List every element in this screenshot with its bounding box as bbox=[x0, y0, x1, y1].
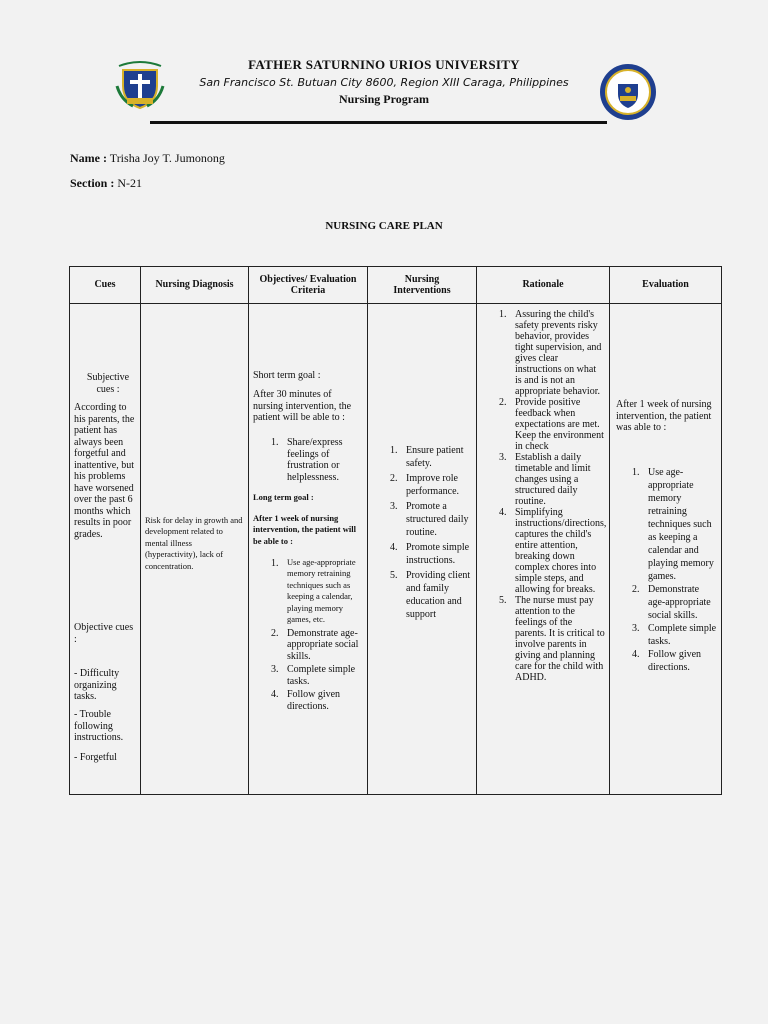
care-plan-table bbox=[69, 266, 722, 795]
objective-item: - Trouble following instructions. bbox=[74, 709, 124, 743]
document-title: NURSING CARE PLAN bbox=[325, 220, 443, 232]
list-item: 4. Promote simple instructions. bbox=[390, 542, 470, 566]
list-item: 5. The nurse must pay attention to the feelings of the parents. It is critical to involve parents in giving and planning care for the child with ADHD. bbox=[499, 595, 605, 683]
list-item: 3. Complete simple tasks. bbox=[632, 623, 717, 647]
university-address: San Francisco St. Butuan City 8600, Region XIII Caraga, Philippines bbox=[199, 76, 569, 89]
list-item: 4. Simplifying instructions/directions, captures the child's entire attention, breaking down complex chores into simple steps, and allowing for breaks. bbox=[499, 507, 607, 595]
section-value: N-21 bbox=[117, 176, 142, 190]
list-item: 2. Demonstrate age-appropriate social skills. bbox=[632, 584, 711, 621]
table-body-row bbox=[70, 304, 722, 795]
list-item: 4. Follow given directions. bbox=[632, 649, 702, 673]
header-diagnosis: Nursing Diagnosis bbox=[141, 267, 249, 304]
short-term-label: Short term goal : bbox=[253, 370, 321, 381]
long-term-list bbox=[271, 557, 363, 712]
interventions-list bbox=[390, 444, 472, 621]
header-objectives: Objectives/ Evaluation Criteria bbox=[249, 267, 368, 304]
list-item: 1. Use age-appropriate memory retraining techniques such as keeping a calendar and playing memory games. bbox=[632, 467, 714, 582]
long-term-label: Long term goal : bbox=[253, 492, 314, 502]
list-item: 2. Improve role performance. bbox=[390, 473, 460, 497]
list-item: 1. Assuring the child's safety prevents risky behavior, provides tight supervision, and gives clear instructions on what is and is not an appropriate behavior. bbox=[499, 309, 602, 397]
list-item: 3. Promote a structured daily routine. bbox=[390, 501, 469, 538]
subjective-label: Subjective cues : bbox=[86, 372, 130, 395]
list-item: 1. Use age-appropriate memory retraining techniques such as keeping a calendar, playing memory games, etc. bbox=[271, 557, 356, 625]
list-item: 3. Establish a daily timetable and limit changes using a structured daily routine. bbox=[499, 452, 591, 507]
diagnosis-cell bbox=[141, 304, 249, 795]
rationale-cell bbox=[477, 304, 610, 795]
objective-item: - Forgetful bbox=[74, 752, 117, 763]
objective-label: Objective cues : bbox=[74, 622, 134, 645]
subjective-text: According to his parents, the patient has always been forgetful and inattentive, but his problems have worsened over the past 6 months which results in poor grades. bbox=[74, 402, 135, 540]
objectives-cell bbox=[249, 304, 368, 795]
interventions-cell bbox=[368, 304, 477, 795]
name-field bbox=[70, 151, 225, 166]
list-item: 1. Ensure patient safety. bbox=[390, 445, 464, 469]
university-name: FATHER SATURNINO URIOS UNIVERSITY bbox=[248, 57, 520, 72]
header-evaluation: Evaluation bbox=[610, 267, 722, 304]
list-item: 1. Share/express feelings of frustration or helplessness. bbox=[271, 437, 343, 483]
list-item: 2. Demonstrate age-appropriate social skills. bbox=[271, 627, 359, 662]
objective-item: - Difficulty organizing tasks. bbox=[74, 668, 120, 702]
list-item: 3. Complete simple tasks. bbox=[271, 664, 356, 687]
evaluation-list bbox=[632, 466, 718, 674]
header-cues: Cues bbox=[70, 267, 141, 304]
rationale-list bbox=[499, 309, 605, 683]
short-term-intro: After 30 minutes of nursing intervention, the patient will be able to : bbox=[253, 389, 352, 423]
header-rationale: Rationale bbox=[477, 267, 610, 304]
long-term-intro: After 1 week of nursing intervention, the patient will be able to : bbox=[253, 513, 356, 546]
list-item: 4. Follow given directions. bbox=[271, 689, 341, 712]
header-divider bbox=[150, 121, 607, 124]
evaluation-cell bbox=[610, 304, 722, 795]
short-term-list bbox=[271, 437, 361, 483]
section-field bbox=[70, 176, 142, 191]
header-interventions: Nursing Interventions bbox=[368, 267, 477, 304]
program-name: Nursing Program bbox=[338, 92, 430, 106]
table-header-row bbox=[70, 267, 722, 304]
list-item: 2. Provide positive feedback when expectations are met. Keep the environment in check bbox=[499, 397, 604, 452]
section-label: Section : bbox=[70, 176, 115, 190]
cues-cell bbox=[70, 304, 141, 795]
list-item: 5. Providing client and family education and support bbox=[390, 570, 471, 620]
evaluation-intro: After 1 week of nursing intervention, the patient was able to : bbox=[616, 399, 712, 433]
student-name: Trisha Joy T. Jumonong bbox=[109, 151, 225, 165]
diagnosis-text: Risk for delay in growth and development related to mental illness (hyperactivity), lack of concentration. bbox=[145, 515, 243, 571]
name-label: Name : bbox=[70, 151, 107, 165]
